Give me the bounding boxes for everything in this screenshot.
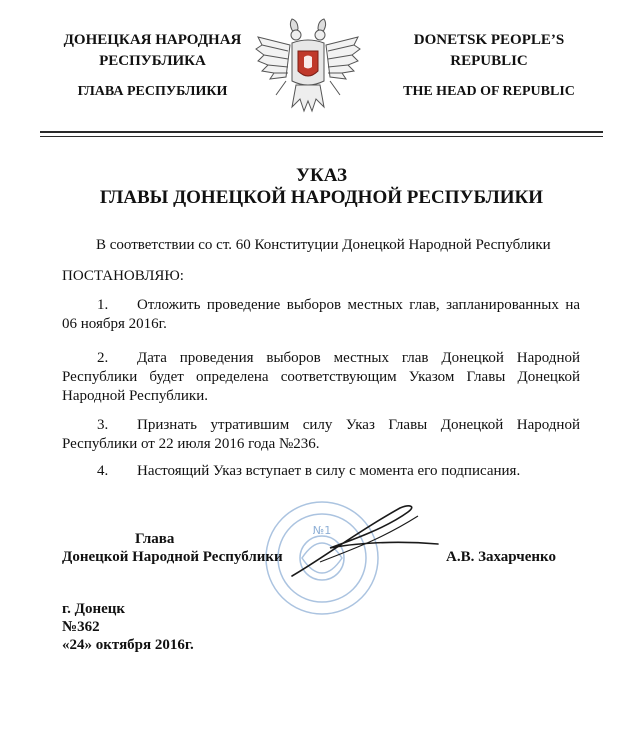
header-rule-thick [40,131,603,133]
item-number: 3. [97,417,109,433]
stamp-number: №1 [312,524,332,537]
header-left [40,30,265,72]
item-number: 2. [97,350,109,366]
decree-item-3 [62,416,580,454]
header-right-sub: THE HEAD OF REPUBLIC [403,84,575,99]
item-text: Признать утратившим силу Указ Главы Донецкой Народной Республики от 22 июля 2016 года №236. [62,417,580,452]
footer-number: №362 [62,619,100,635]
handwritten-signature [290,500,440,580]
decree-item-2 [62,349,580,406]
signer-position-line2: Донецкой Народной Республики [62,549,283,565]
decree-item-1 [62,296,580,334]
decree-item-4 [62,462,580,481]
header-right [378,30,600,72]
header-left-line1: ДОНЕЦКАЯ НАРОДНАЯ [63,32,242,48]
title-line2: ГЛАВЫ ДОНЕЦКОЙ НАРОДНОЙ РЕСПУБЛИКИ [99,187,544,208]
header-right-line1: DONETSK PEOPLE’S [413,32,565,48]
item-number: 4. [97,463,109,479]
signer-name: А.В. Захарченко [446,549,556,565]
item-text: Настоящий Указ вступает в силу с момента его подписания. [137,463,521,479]
header-left-sub: ГЛАВА РЕСПУБЛИКИ [77,84,228,99]
preamble: В соответствии со ст. 60 Конституции Донецкой Народной Республики [96,237,551,253]
title-line1: УКАЗ [296,165,347,186]
eagle-emblem-icon [252,15,364,119]
header-right-line2: REPUBLIC [450,53,528,69]
item-text: Дата проведения выборов местных глав Донецкой Народной Республики будет определена соответствующим Указом Главы Донецкой Народной Республики. [62,350,580,404]
header-left-line2: РЕСПУБЛИКА [99,53,206,69]
footer-date: «24» октября 2016г. [62,637,194,653]
item-text: Отложить проведение выборов местных глав, запланированных на 06 ноября 2016г. [62,297,580,332]
item-number: 1. [97,297,109,313]
signer-position-line1: Глава [135,531,175,547]
footer-city: г. Донецк [62,601,126,617]
header-rule-thin [40,136,603,137]
decree-word: ПОСТАНОВЛЯЮ: [62,268,184,284]
